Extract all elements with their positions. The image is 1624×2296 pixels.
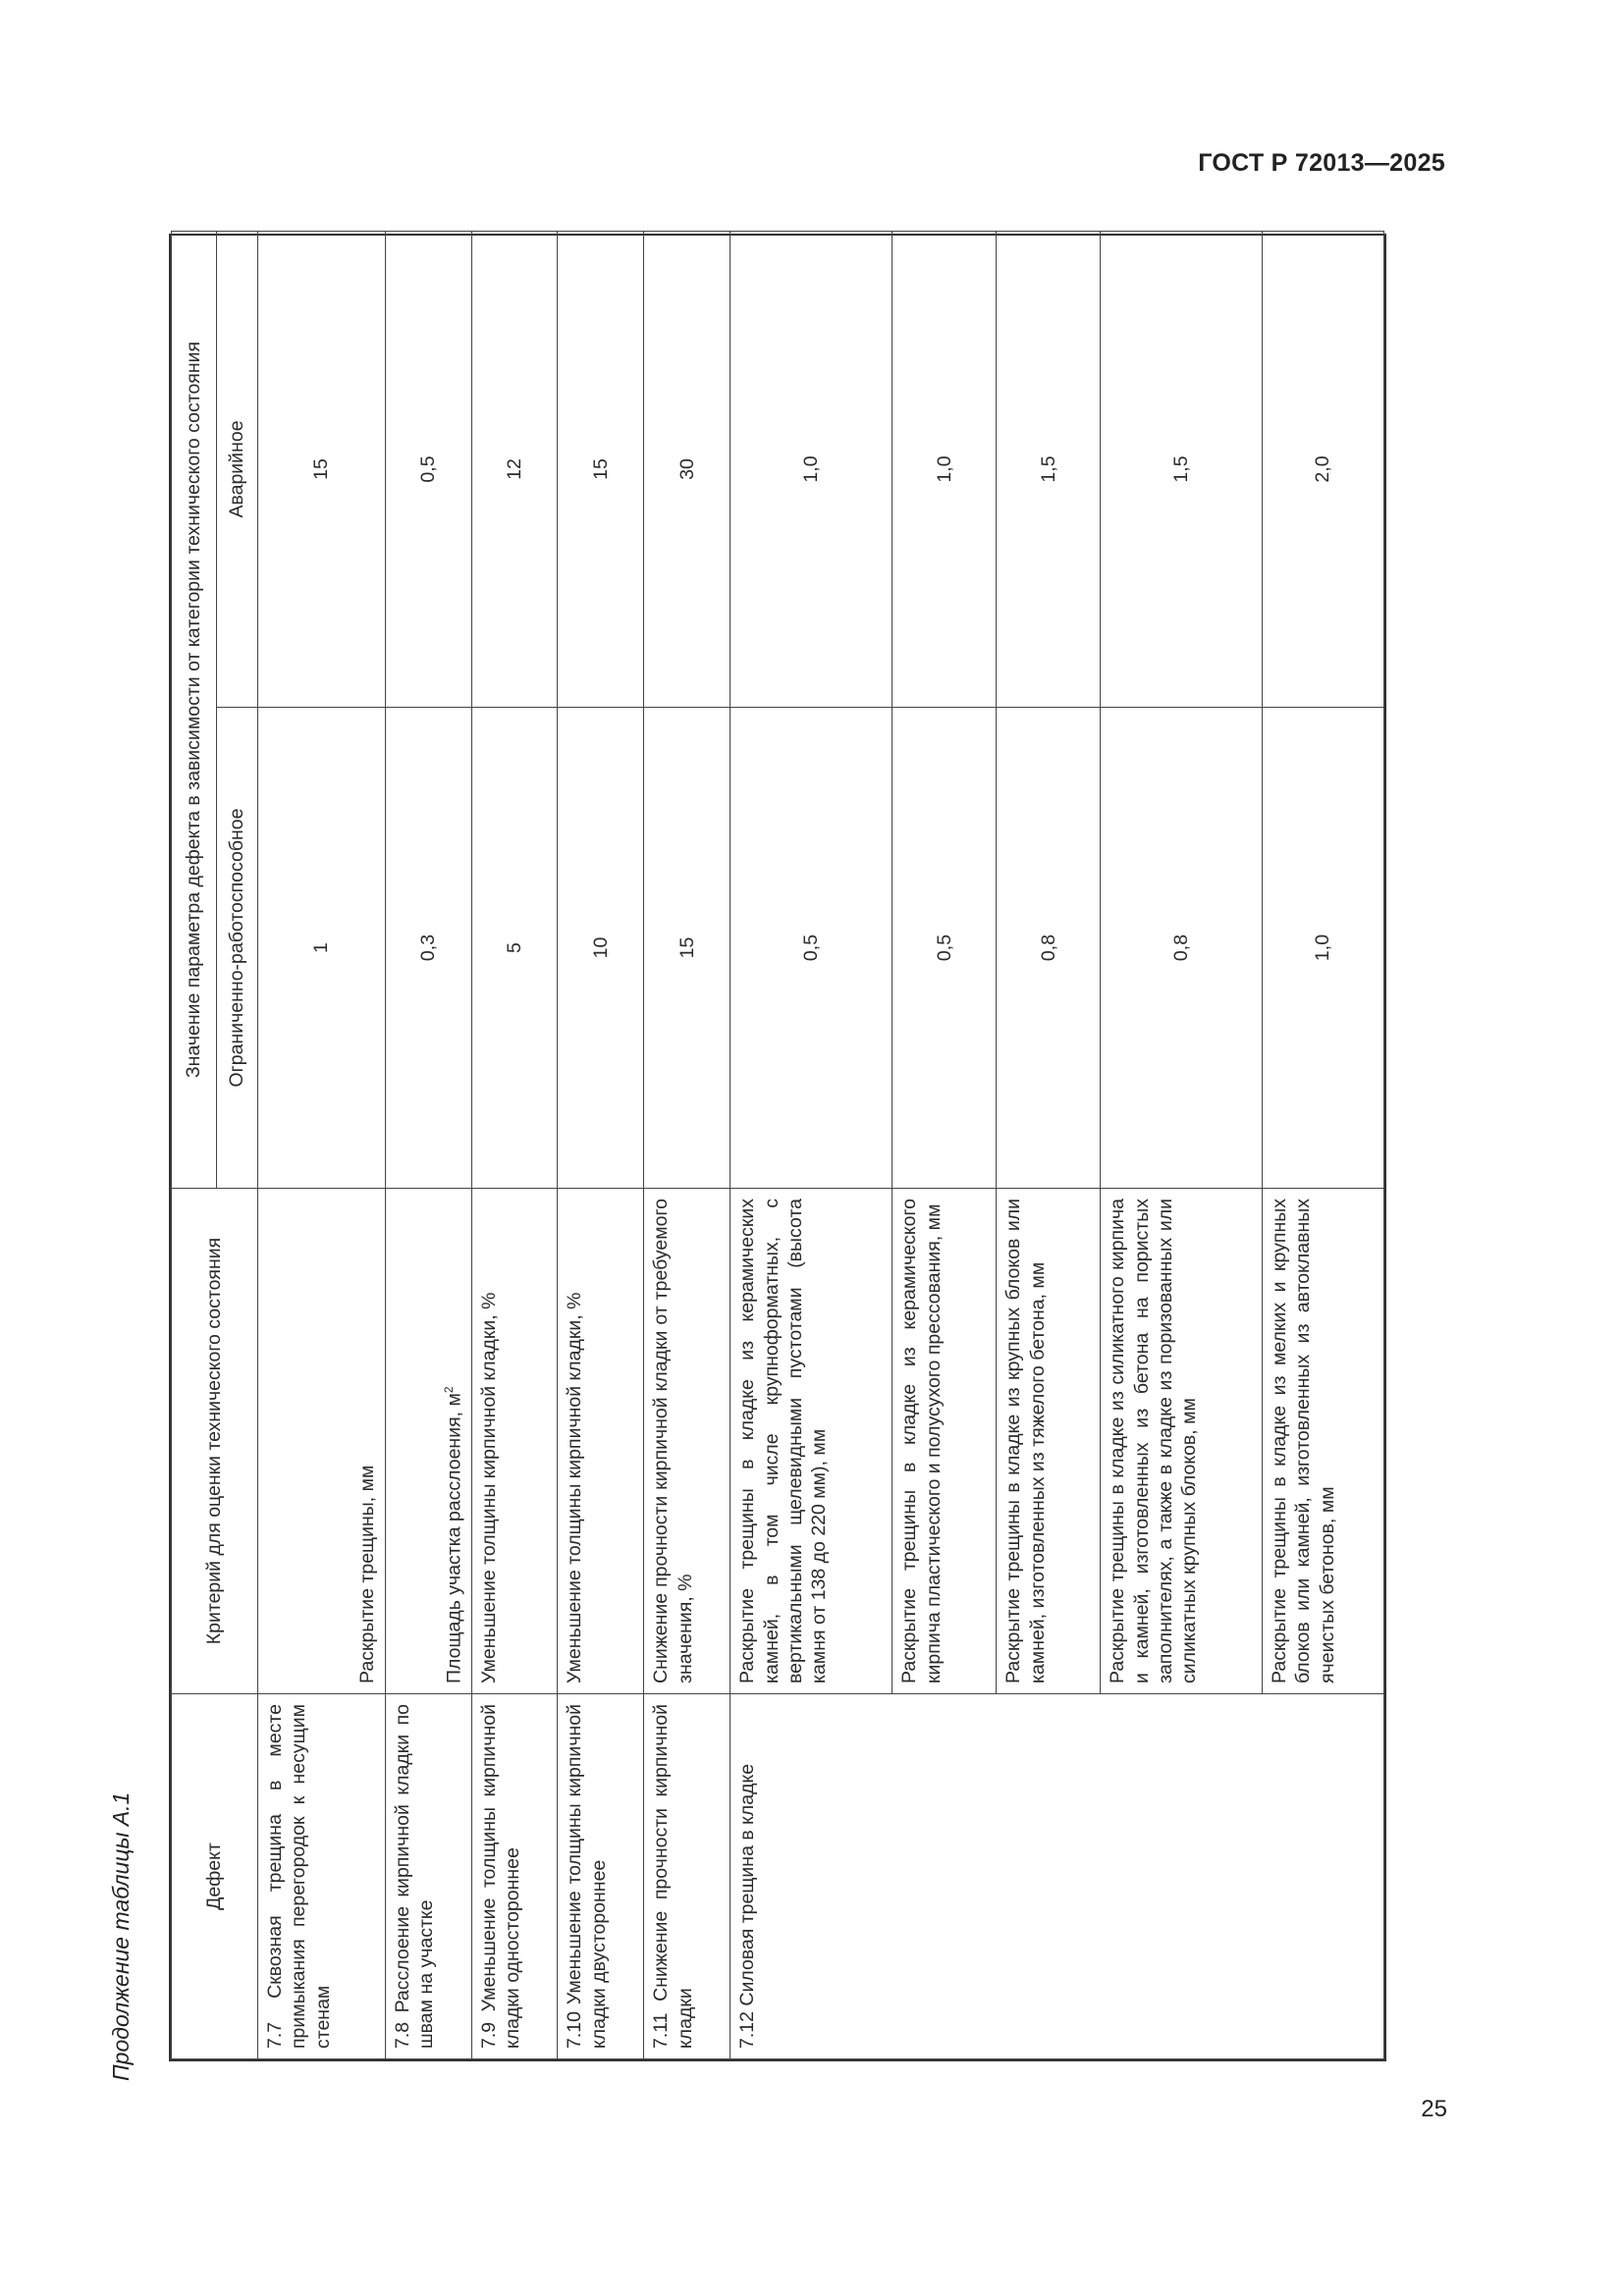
emergency-value: 1,0 (893, 232, 997, 708)
table-row (644, 232, 731, 2059)
criterion-cell: Раскрытие трещины в кладке из мелких и крупных блоков или камней, изготовленных из автоклавных ячеистых бетонов, мм (1263, 1189, 1384, 1694)
defect-cell: 7.12 Силовая трещина в кладке (731, 1694, 1384, 2059)
criterion-cell: Раскрытие трещины в кладке из керамических камней, в том числе крупноформатных, с вертикальными щелевидными пустотами (высота камня от 138 до 220 мм), мм (731, 1189, 893, 1694)
emergency-value: 1,5 (1101, 232, 1263, 708)
unit-superscript: 2 (441, 1386, 456, 1394)
table-row (385, 232, 471, 2059)
defect-cell: 7.7 Сквозная трещина в месте примыкания перегородок к несущим стенам (258, 1694, 386, 2059)
defect-cell: 7.9 Уменьшение толщины кирпичной кладки одностороннее (471, 1694, 558, 2059)
table-continuation-note: Продолжение таблицы А.1 (108, 1791, 134, 2081)
defect-cell: 7.11 Снижение прочности кирпичной кладки (644, 1694, 731, 2059)
rotated-page-content (108, 196, 1434, 2081)
criterion-cell: Раскрытие трещины в кладке из силикатного кирпича и камней, изготовленных из бетона на пористых заполнителях, а также в кладке из поризованных или силикатных крупных блоков, мм (1101, 1189, 1263, 1694)
limited-value: 1 (258, 708, 386, 1189)
page-number: 25 (1421, 2096, 1447, 2122)
header-value-group: Значение параметра дефекта в зависимости от категории технического состояния (172, 232, 217, 1189)
emergency-value: 1,0 (731, 232, 893, 708)
criterion-cell (385, 1189, 471, 1694)
document-code: ГОСТ Р 72013—2025 (1198, 149, 1445, 177)
emergency-value: 12 (471, 232, 558, 708)
emergency-value: 1,5 (997, 232, 1101, 708)
emergency-value: 30 (644, 232, 731, 708)
header-emergency: Аварийное (217, 232, 258, 708)
criterion-cell: Уменьшение толщины кирпичной кладки, % (558, 1189, 644, 1694)
limited-value: 0,8 (997, 708, 1101, 1189)
table-row (471, 232, 558, 2059)
table-row (558, 232, 644, 2059)
emergency-value: 15 (558, 232, 644, 708)
limited-value: 0,5 (893, 708, 997, 1189)
criterion-cell: Снижение прочности кирпичной кладки от требуемого значения, % (644, 1189, 731, 1694)
criterion-cell: Уменьшение толщины кирпичной кладки, % (471, 1189, 558, 1694)
limited-value: 5 (471, 708, 558, 1189)
emergency-value: 15 (258, 232, 386, 708)
table-row (731, 232, 893, 2059)
limited-value: 10 (558, 708, 644, 1189)
defect-cell: 7.10 Уменьшение толщины кирпичной кладки двустороннее (558, 1694, 644, 2059)
emergency-value: 0,5 (385, 232, 471, 708)
criterion-cell: Раскрытие трещины в кладке из керамического кирпича пластического и полусухого прессования, мм (893, 1189, 997, 1694)
limited-value: 15 (644, 708, 731, 1189)
limited-value: 0,8 (1101, 708, 1263, 1189)
table-row (258, 232, 386, 2059)
header-criterion: Критерий для оценки технического состояния (172, 1189, 258, 1694)
header-limited: Ограниченно-работоспособное (217, 708, 258, 1189)
limited-value: 1,0 (1263, 708, 1384, 1189)
defect-cell: 7.8 Расслоение кирпичной кладки по швам на участке (385, 1694, 471, 2059)
limited-value: 0,5 (731, 708, 893, 1189)
emergency-value: 2,0 (1263, 232, 1384, 708)
criterion-text: Площадь участка расслоения, м (443, 1393, 465, 1683)
limited-value: 0,3 (385, 708, 471, 1189)
criterion-cell: Раскрытие трещины в кладке из крупных блоков или камней, изготовленных из тяжелого бетона, мм (997, 1189, 1101, 1694)
header-defect: Дефект (172, 1694, 258, 2059)
criterion-cell: Раскрытие трещины, мм (258, 1189, 386, 1694)
defect-table (169, 234, 1386, 2061)
